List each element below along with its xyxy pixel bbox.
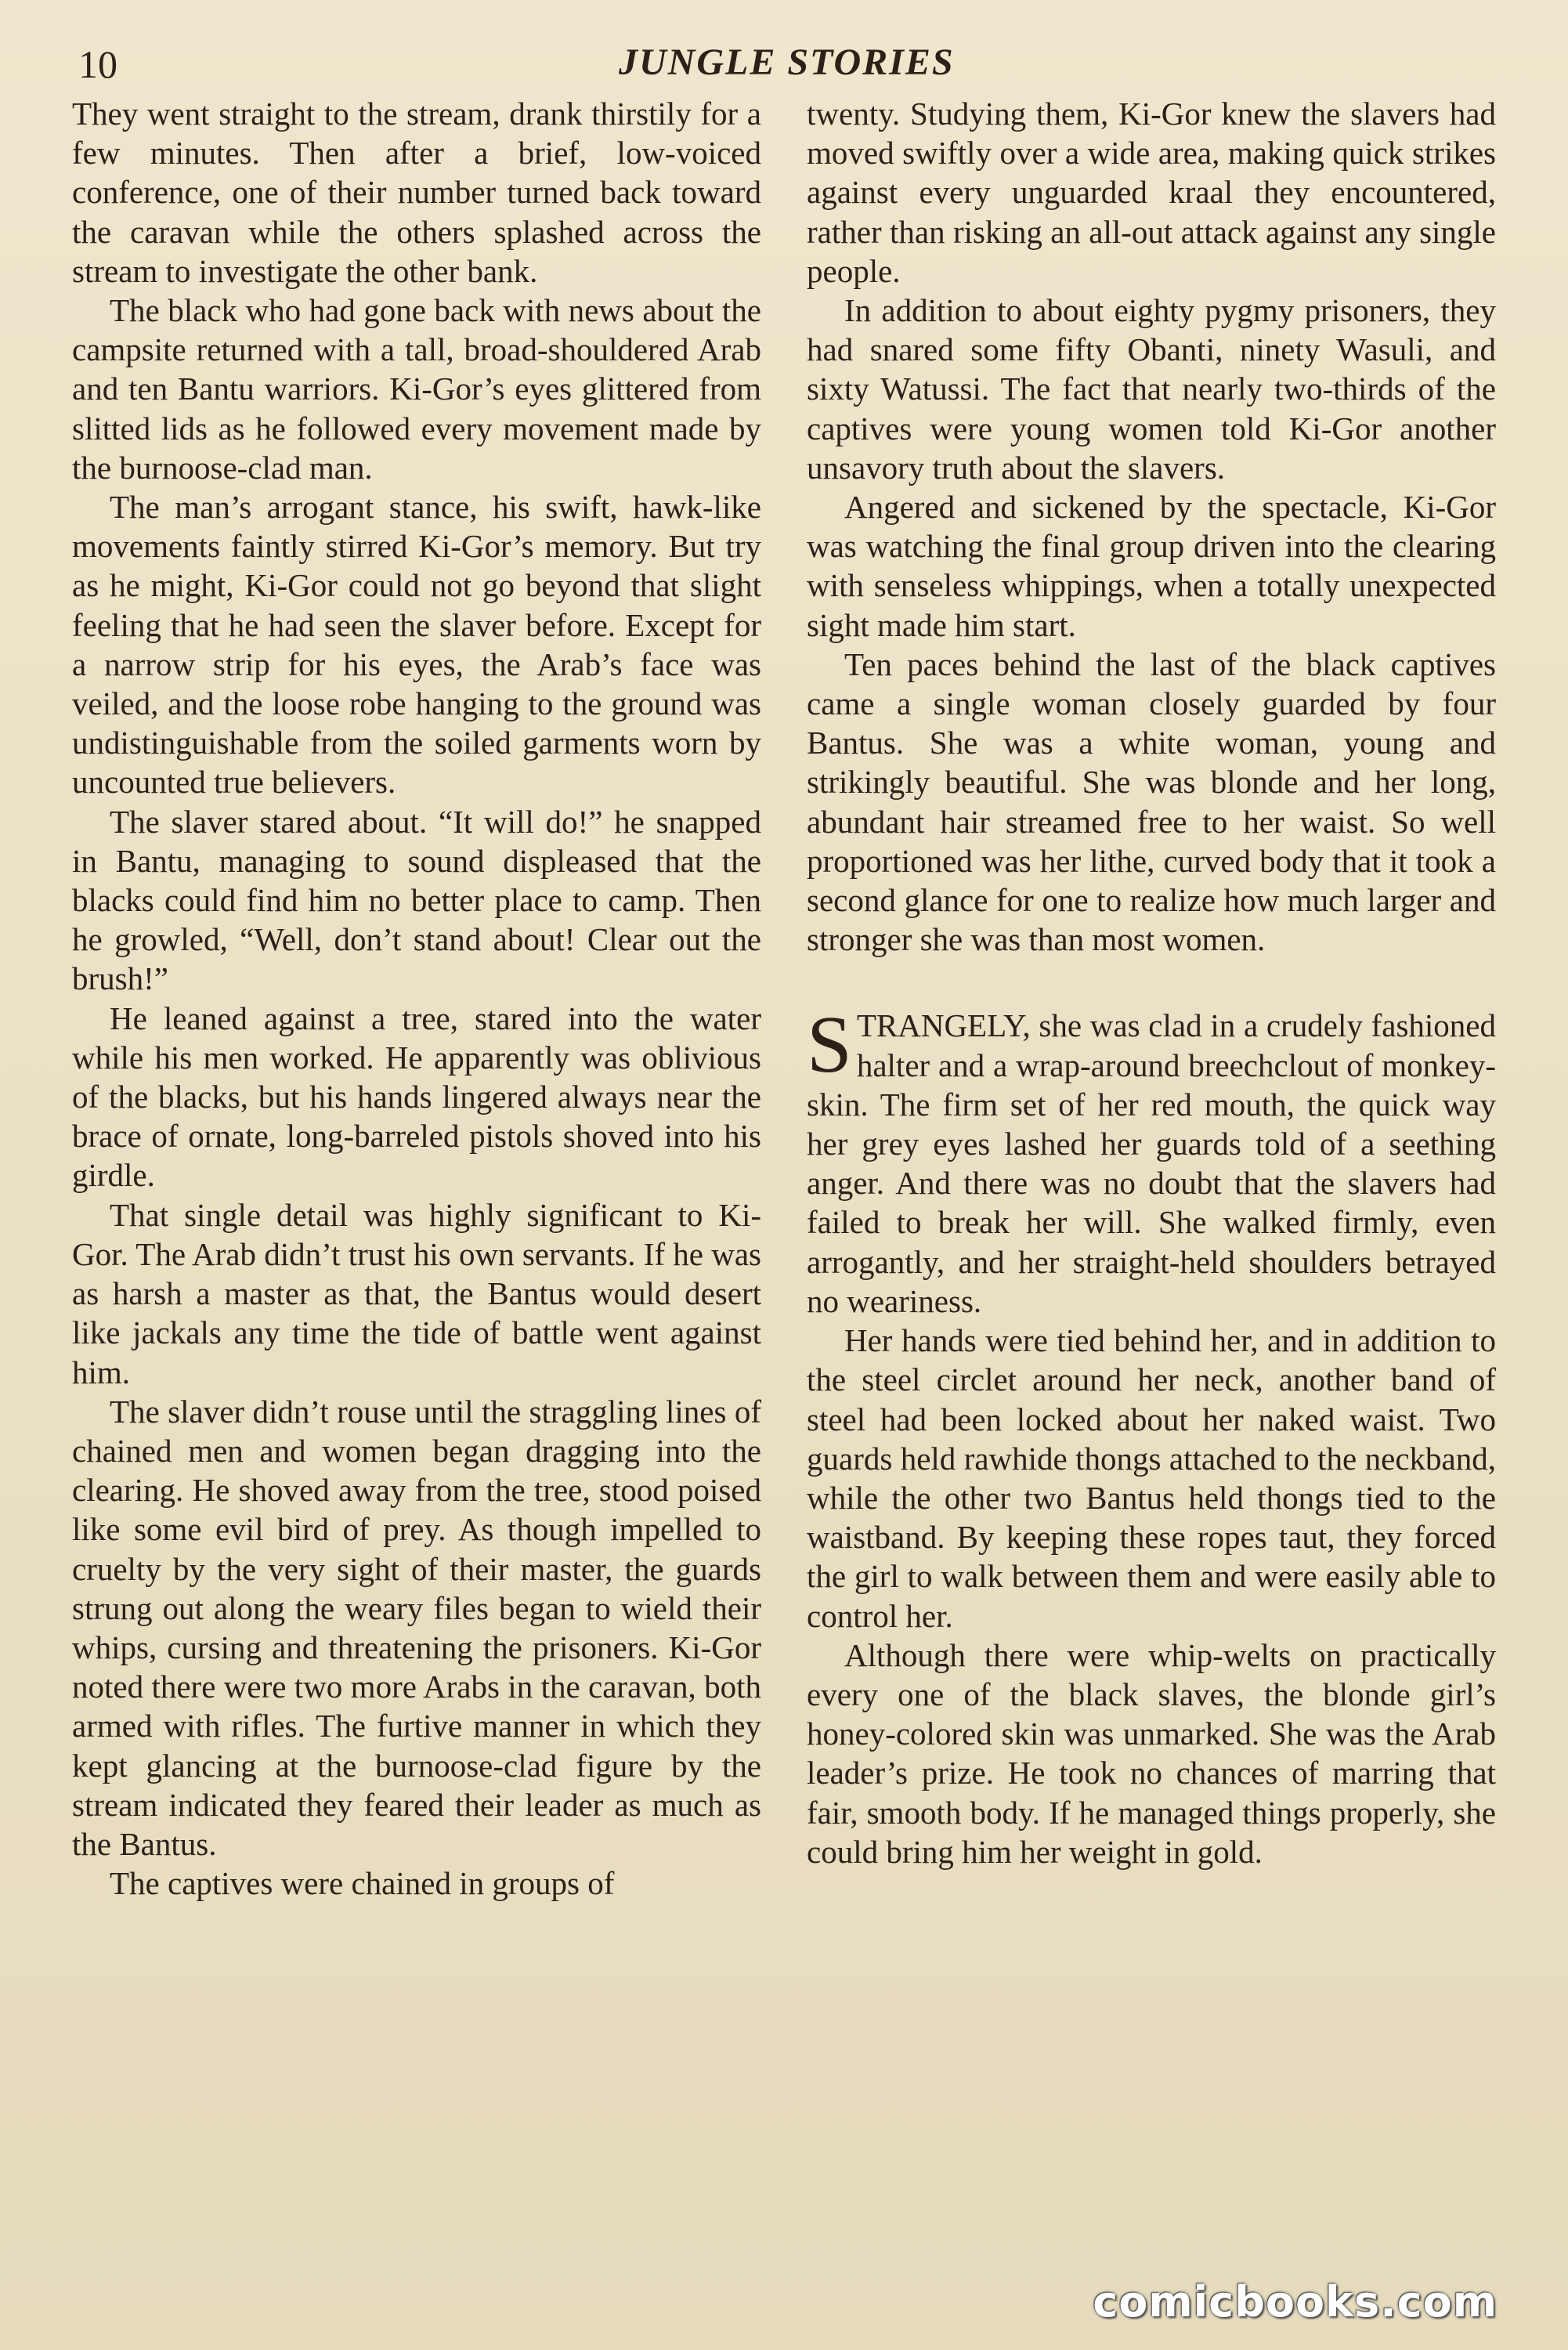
left-column xyxy=(72,94,761,1903)
paragraph: The black who had gone back with news about the campsite returned with a tall, broad-shouldered Arab and ten Bantu warriors. Ki-Gor’s eyes glittered from slitted lids as he followed every movement made by the burnoose-clad man. xyxy=(72,292,761,486)
paragraph: The captives were chained in groups of xyxy=(110,1865,615,1902)
paragraph: He leaned against a tree, stared into the water while his men worked. He apparently was oblivious of the blacks, but his hands lingered always near the brace of ornate, long-barreled pistols shoved into his girdle. xyxy=(72,1000,761,1194)
dropcap-letter: S xyxy=(807,1000,852,1090)
dropcap-paragraph-text: TRANGELY, she was clad in a crudely fashioned halter and a wrap-around breechclout of monkey-skin. The firm set of her red mouth, the quick way her grey eyes lashed her guards told of a seething anger. And there was no doubt that the slavers had failed to break her will. She walked firmly, even arrogantly, and her straight-held shoulders betrayed no weariness. xyxy=(807,1007,1496,1319)
watermark: comicbooks.com xyxy=(1093,2277,1498,2326)
paragraph: In addition to about eighty pygmy prisoners, they had snared some fifty Obanti, ninety Wasuli, and sixty Watussi. The fact that nearly two-thirds of the captives were young women told Ki-Gor another unsavory truth about the slavers. xyxy=(807,292,1496,486)
paragraph: The slaver stared about. “It will do!” he snapped in Bantu, managing to sound displeased that the blacks could find him no better place to camp. Then he growled, “Well, don’t stand about! Clear out the brush!” xyxy=(72,803,761,997)
section-break xyxy=(807,959,1496,1006)
right-column xyxy=(807,94,1496,1871)
dropcap-paragraph xyxy=(807,1000,1496,1321)
paragraph: They went straight to the stream, drank thirstily for a few minutes. Then after a brief, low-voiced conference, one of their number turned back toward the caravan while the others splashed across the stream to investigate the other bank. xyxy=(72,96,761,289)
page-number: 10 xyxy=(78,42,117,86)
paragraph: The slaver didn’t rouse until the straggling lines of chained men and women began dragging into the clearing. He shoved away from the tree, stood poised like some evil bird of prey. As though impelled to cruelty by the very sight of their master, the guards strung out along the weary files began to wield their whips, cursing and threatening the prisoners. Ki-Gor noted there were two more Arabs in the caravan, both armed with rifles. The furtive manner in which they kept glancing at the burnoose-clad figure by the stream indicated they feared their leader as much as the Bantus. xyxy=(72,1393,761,1862)
paragraph: Ten paces behind the last of the black captives came a single woman closely guarded by four Bantus. She was a white woman, young and strikingly beautiful. She was blonde and her long, abundant hair streamed free to her waist. So well proportioned was her lithe, curved body that it took a second glance for one to realize how much larger and stronger she was than most women. xyxy=(807,645,1496,958)
paragraph: Although there were whip-welts on practically every one of the black slaves, the blonde girl’s honey-colored skin was unmarked. She was the Arab leader’s prize. He took no chances of marring that fair, smooth body. If he managed things properly, she could bring him her weight in gold. xyxy=(807,1636,1496,1870)
paragraph: twenty. Studying them, Ki-Gor knew the slavers had moved swiftly over a wide area, making quick strikes against every unguarded kraal they encountered, rather than risking an all-out attack against any single people. xyxy=(807,96,1496,289)
running-head: JUNGLE STORIES xyxy=(619,42,955,83)
paragraph: The man’s arrogant stance, his swift, hawk-like movements faintly stirred Ki-Gor’s memory. But try as he might, Ki-Gor could not go beyond that slight feeling that he had seen the slaver before. Except for a narrow strip for his eyes, the Arab’s face was veiled, and the loose robe hanging to the ground was undistinguishable from the soiled garments worn by uncounted true believers. xyxy=(72,489,761,801)
paragraph: Her hands were tied behind her, and in addition to the steel circlet around her neck, another band of steel had been locked about her naked waist. Two guards held rawhide thongs attached to the neckband, while the other two Bantus held thongs tied to the waistband. By keeping these ropes taut, they forced the girl to walk between them and were easily able to control her. xyxy=(807,1322,1496,1634)
paragraph: That single detail was highly significant to Ki-Gor. The Arab didn’t trust his own servants. If he was as harsh a master as that, the Bantus would desert like jackals any time the tide of battle went against him. xyxy=(72,1196,761,1390)
paragraph: Angered and sickened by the spectacle, Ki-Gor was watching the final group driven into the clearing with senseless whippings, when a totally unexpected sight made him start. xyxy=(807,489,1496,643)
